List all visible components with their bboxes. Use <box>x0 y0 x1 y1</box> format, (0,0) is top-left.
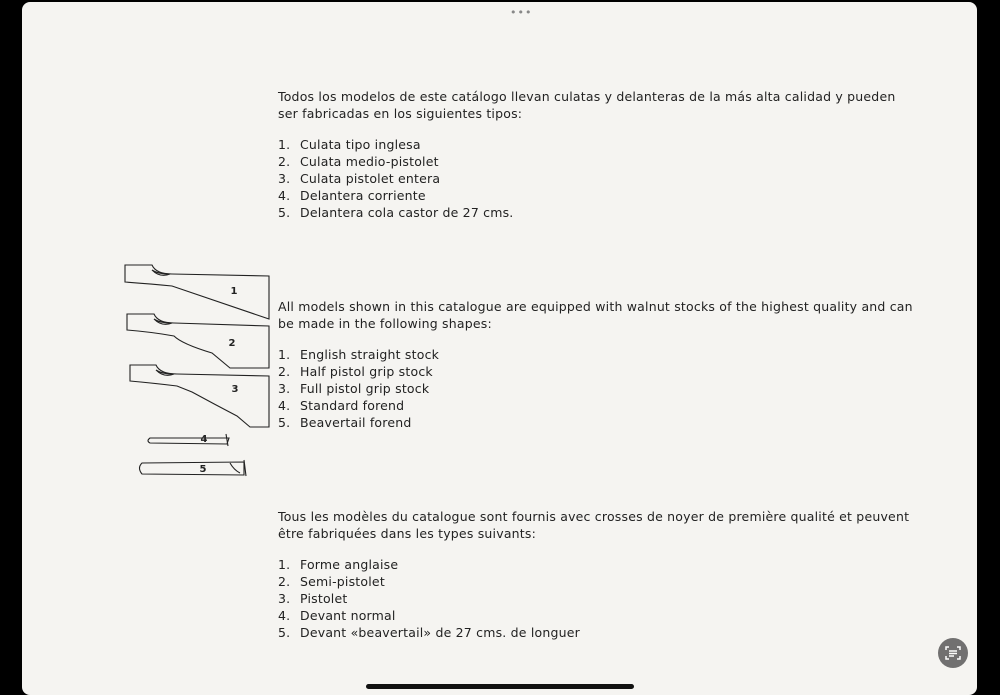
english-list <box>278 346 918 431</box>
list-item: 4. Devant normal <box>278 608 396 623</box>
english-intro: All models shown in this catalogue are equipped with walnut stocks of the highest quality and can be made in the following shapes: <box>278 299 913 331</box>
list-item: 3. Full pistol grip stock <box>278 381 430 396</box>
spanish-section <box>278 88 918 221</box>
spanish-intro: Todos los modelos de este catálogo llevan culatas y delanteras de la más alta calidad y pueden ser fabricadas en los siguientes tipos: <box>278 89 896 121</box>
stock-3-drawing <box>130 365 269 427</box>
figure-label-4: 4 <box>200 434 208 445</box>
stock-1-drawing <box>125 265 269 319</box>
list-item: 5. Beavertail forend <box>278 415 412 430</box>
more-options-icon[interactable]: ••• <box>510 6 533 19</box>
stock-2-drawing <box>127 314 269 368</box>
french-list <box>278 556 918 641</box>
list-item: 2. Half pistol grip stock <box>278 364 433 379</box>
list-item: 2. Culata medio-pistolet <box>278 154 439 169</box>
list-item: 1. Forme anglaise <box>278 557 399 572</box>
text-scan-icon <box>938 638 968 668</box>
list-item: 1. Culata tipo inglesa <box>278 137 421 152</box>
text-scan-button[interactable] <box>938 638 968 668</box>
forend-4-drawing <box>148 438 229 444</box>
french-intro: Tous les modèles du catalogue sont fournis avec crosses de noyer de première qualité et peuvent être fabriquées dans les types suivants: <box>278 509 910 541</box>
list-item: 3. Culata pistolet entera <box>278 171 441 186</box>
figure-label-1: 1 <box>230 286 238 297</box>
list-item: 1. English straight stock <box>278 347 440 362</box>
french-section <box>278 508 918 641</box>
list-item: 4. Delantera corriente <box>278 188 426 203</box>
figure-label-2: 2 <box>228 338 236 349</box>
figure-label-3: 3 <box>231 384 239 395</box>
list-item: 2. Semi-pistolet <box>278 574 385 589</box>
document-page <box>22 2 977 695</box>
figure-label-5: 5 <box>199 464 207 475</box>
forend-5-drawing <box>140 462 245 475</box>
stock-shapes-figure <box>122 264 272 484</box>
home-indicator[interactable] <box>366 684 634 689</box>
spanish-list <box>278 136 918 221</box>
list-item: 4. Standard forend <box>278 398 405 413</box>
list-item: 5. Devant «beavertail» de 27 cms. de longuer <box>278 625 580 640</box>
list-item: 3. Pistolet <box>278 591 348 606</box>
list-item: 5. Delantera cola castor de 27 cms. <box>278 205 514 220</box>
english-section <box>278 298 918 431</box>
